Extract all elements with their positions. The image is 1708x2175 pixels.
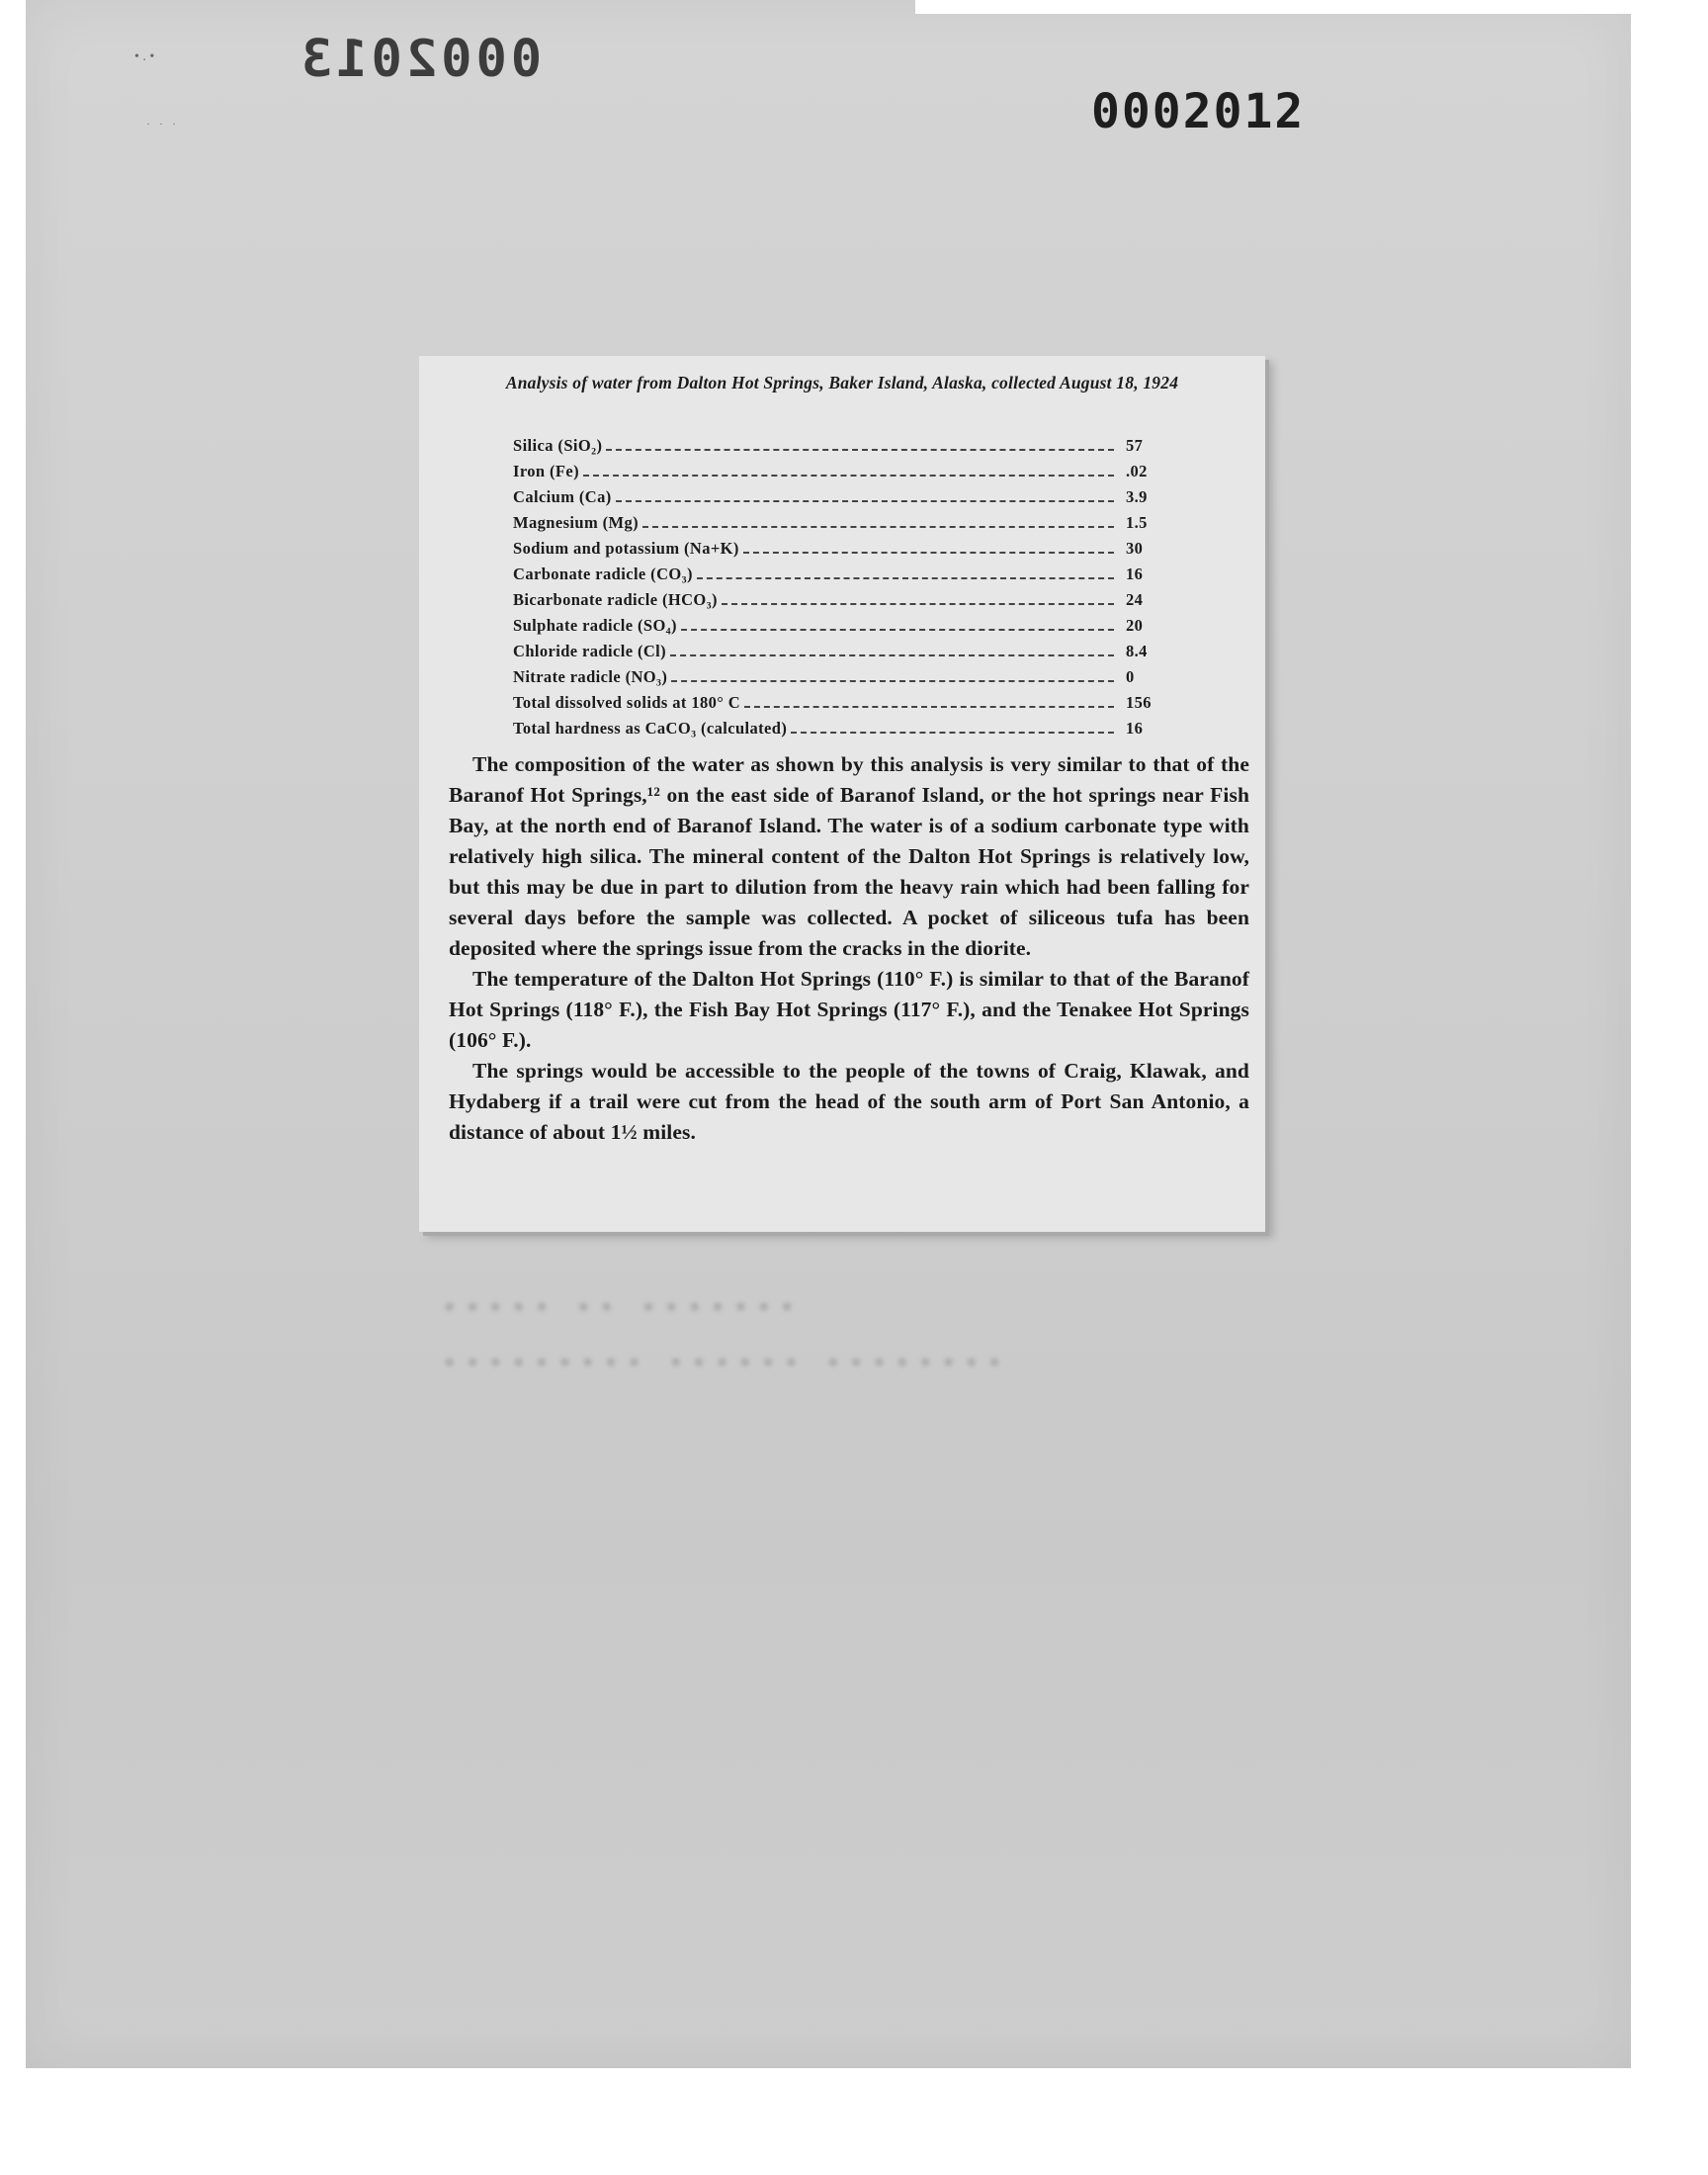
speck-marks-lower: · · · (146, 117, 179, 130)
page-stamp-number: 0002012 (1091, 84, 1306, 139)
leader-dots (642, 526, 1114, 528)
row-value: 20 (1126, 616, 1144, 635)
row-label: Iron (Fe) (513, 462, 579, 480)
paragraph: The composition of the water as shown by this analysis is very similar to that of the Baranof Hot Springs,¹² on the east side of Baranof Island, or the hot springs near Fish Bay, at the north end of Baranof Island. The water is of a sodium carbonate type with relatively high silica. The mineral content of the Dalton Hot Springs is relatively low, but this may be due in part to dilution from the heavy rain which had been falling for several days before the sample was collected. A pocket of siliceous tufa has been deposited where the springs issue from the cracks in the diorite. (449, 752, 1249, 960)
table-row (513, 639, 1195, 664)
row-value: 3.9 (1126, 487, 1148, 506)
table-row (513, 433, 1195, 459)
leader-dots (744, 706, 1114, 708)
table-caption: Analysis of water from Dalton Hot Springs, Baker Island, Alaska, collected August 18, 1924 (505, 373, 1179, 392)
row-value: 16 (1126, 565, 1144, 583)
bleed-line: ········· ······ ········ (441, 1335, 1009, 1391)
paragraph: The temperature of the Dalton Hot Springs (110° F.) is similar to that of the Baranof Hot Springs (118° F.), the Fish Bay Hot Springs (117° F.), and the Tenakee Hot Springs (106° F.). (449, 967, 1249, 1052)
pasted-clipping (419, 356, 1265, 1232)
leader-dots (616, 500, 1114, 502)
row-label: Total dissolved solids at 180° C (513, 693, 741, 712)
row-value: 1.5 (1126, 513, 1148, 532)
table-row (513, 664, 1195, 690)
table-row (513, 587, 1195, 613)
table-row (513, 613, 1195, 639)
leader-dots (681, 629, 1114, 631)
row-value: 8.4 (1126, 642, 1148, 660)
speck-marks: • . • (134, 49, 155, 64)
leader-dots (697, 577, 1114, 579)
row-value: .02 (1126, 462, 1148, 480)
mirrored-stamp-number: 0002013 (298, 30, 543, 89)
row-label: Calcium (Ca) (513, 487, 612, 506)
table-row (513, 690, 1195, 716)
row-label: Sulphate radicle (SO₄) (513, 616, 677, 635)
table-row (513, 484, 1195, 510)
leader-dots (722, 603, 1114, 605)
leader-dots (791, 732, 1114, 734)
table-row (513, 459, 1195, 484)
analysis-table (513, 433, 1195, 741)
bleed-line: ····· ·· ······· (441, 1279, 802, 1336)
row-label: Carbonate radicle (CO₃) (513, 565, 693, 583)
row-label: Chloride radicle (Cl) (513, 642, 667, 660)
leader-dots (583, 475, 1114, 477)
row-label: Magnesium (Mg) (513, 513, 640, 532)
row-label: Nitrate radicle (NO₃) (513, 667, 668, 686)
table-row (513, 536, 1195, 562)
row-label: Silica (SiO₂) (513, 436, 603, 455)
row-value: 24 (1126, 590, 1144, 609)
page-edge-notch (915, 0, 1657, 14)
leader-dots (670, 654, 1114, 656)
row-value: 30 (1126, 539, 1144, 558)
leader-dots (743, 552, 1114, 554)
row-label: Total hardness as CaCO₃ (calculated) (513, 719, 788, 738)
row-label: Sodium and potassium (Na+K) (513, 539, 739, 558)
row-value: 156 (1126, 693, 1152, 712)
table-row (513, 716, 1195, 741)
leader-dots (671, 680, 1114, 682)
scanned-page (26, 0, 1631, 2068)
row-value: 57 (1126, 436, 1144, 455)
row-value: 16 (1126, 719, 1144, 738)
leader-dots (606, 449, 1114, 451)
table-row (513, 562, 1195, 587)
paragraph: The springs would be accessible to the people of the towns of Craig, Klawak, and Hydaberg if a trail were cut from the head of the south arm of Port San Antonio, a distance of about 1½ miles. (449, 1059, 1249, 1144)
table-row (513, 510, 1195, 536)
row-label: Bicarbonate radicle (HCO₃) (513, 590, 718, 609)
row-value: 0 (1126, 667, 1135, 686)
body-text (449, 749, 1249, 1148)
bleed-through-text (441, 1280, 1607, 1468)
